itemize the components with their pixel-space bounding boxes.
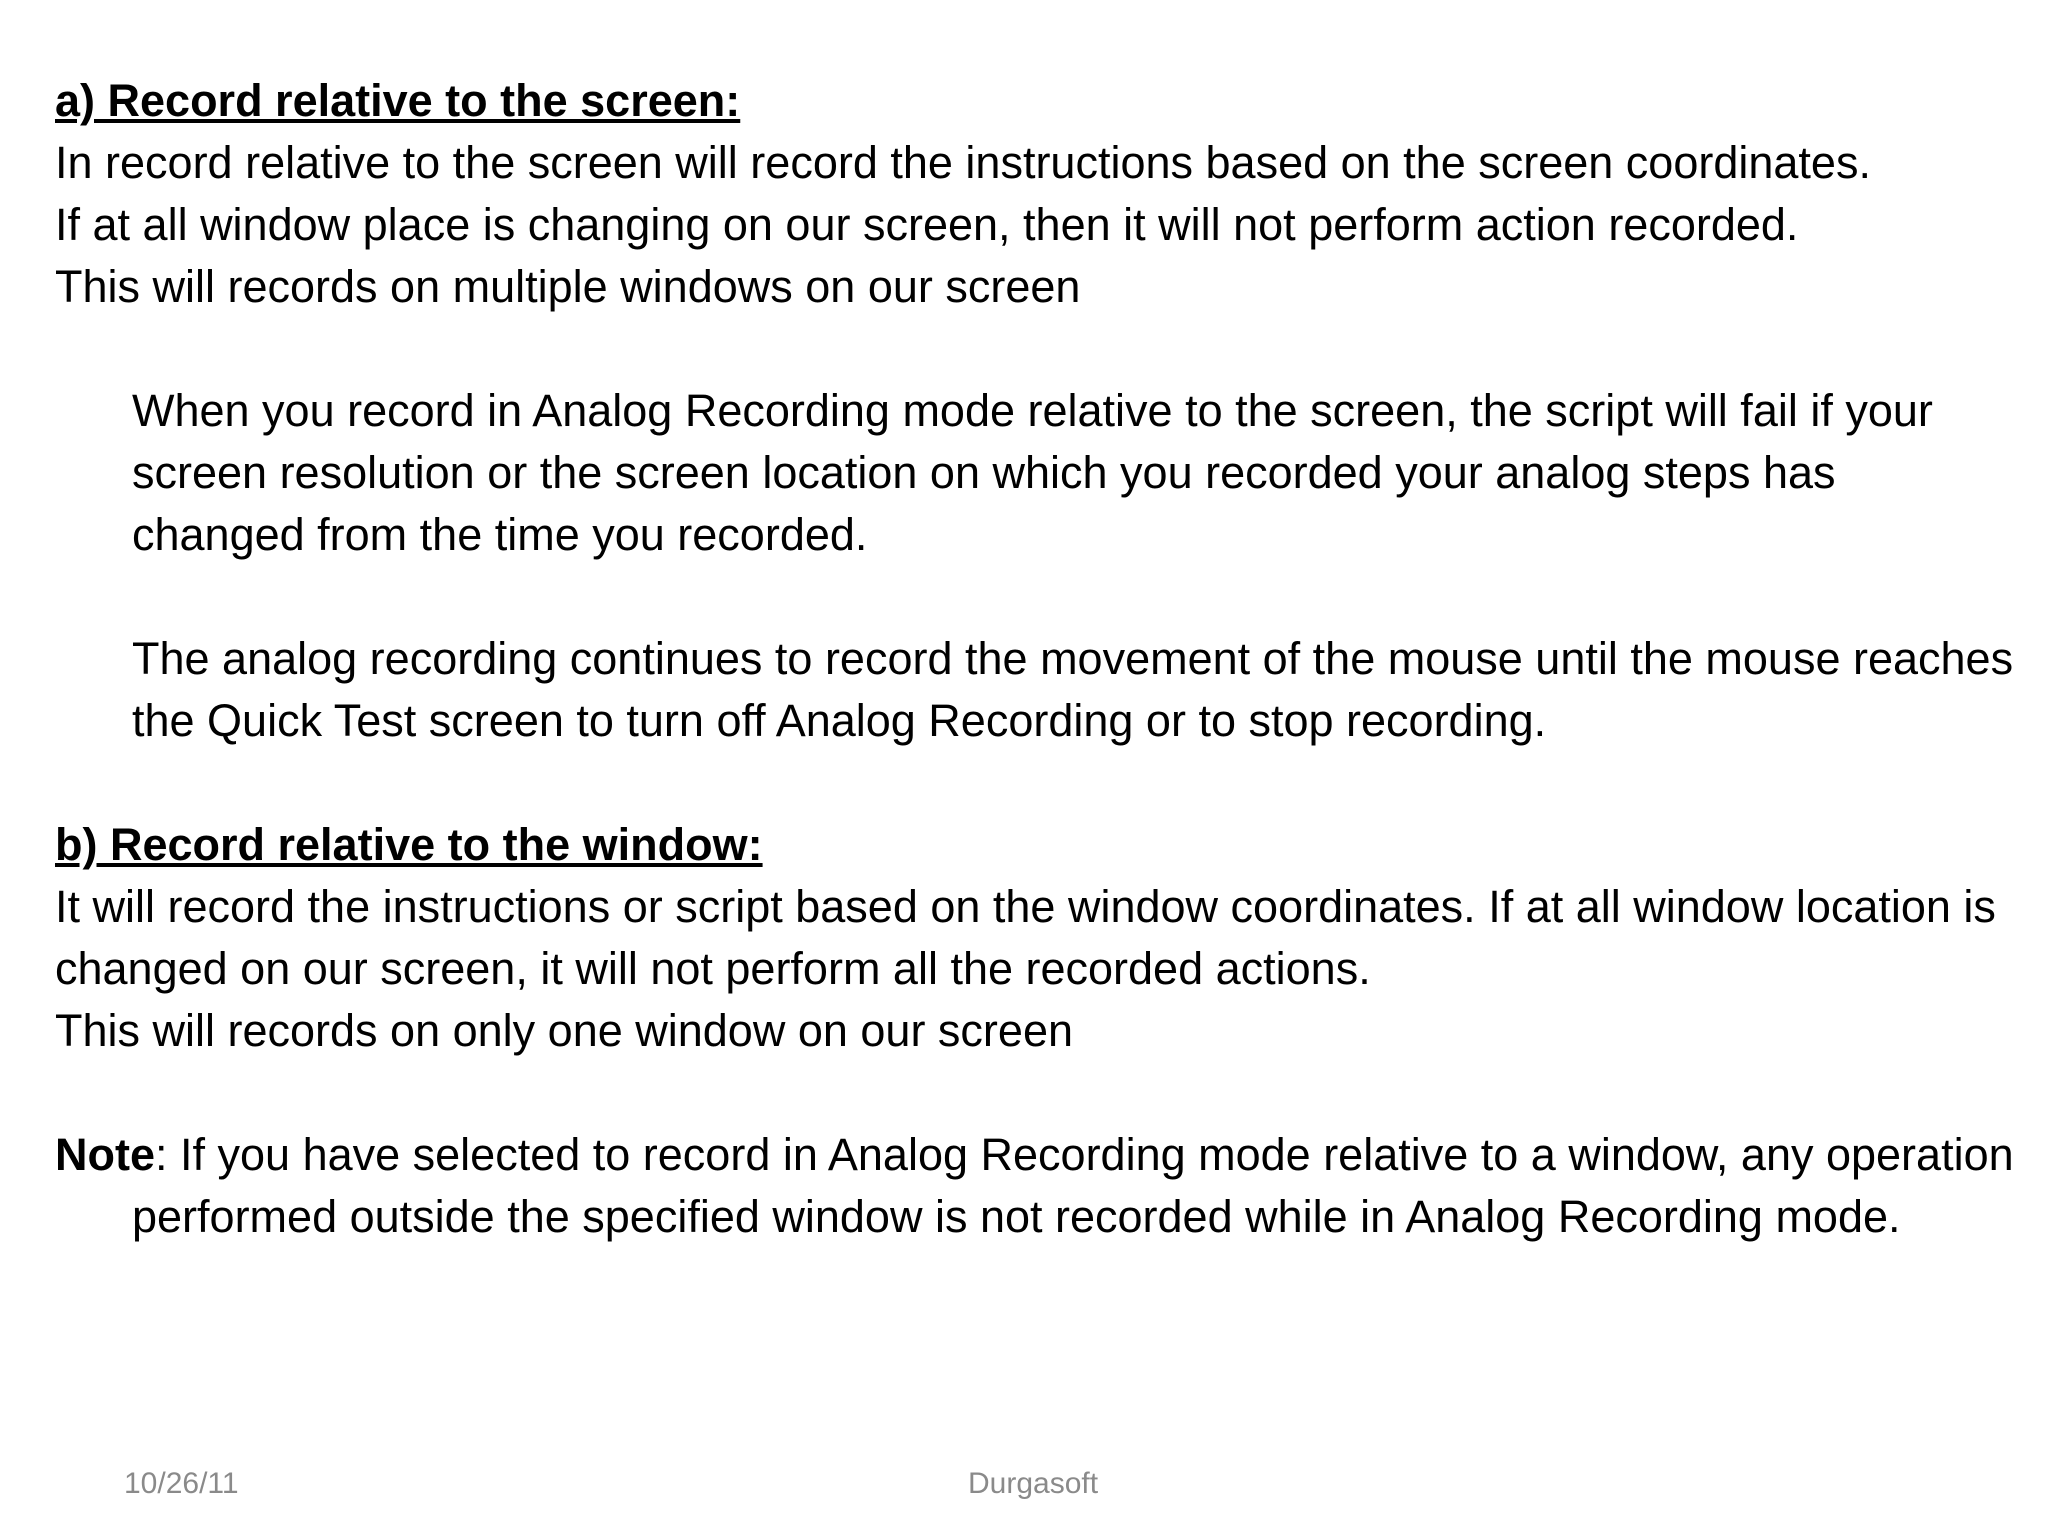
- section-a-indented-paragraph-2: The analog recording continues to record the movement of the mouse until the mouse reaches the Quick Test screen to turn off Analog Recording or to stop recording.: [132, 633, 2014, 746]
- spacer: [55, 1062, 2015, 1124]
- section-a-indented-paragraph-1: When you record in Analog Recording mode relative to the screen, the script will fail if your screen resolution or the screen location on which you recorded your analog steps has changed from the time you recorded.: [132, 385, 1933, 560]
- section-a-paragraph-3: This will records on multiple windows on our screen: [55, 261, 1081, 312]
- section-b-paragraph-1: It will record the instructions or script based on the window coordinates. If at all window location is changed on our screen, it will not perform all the recorded actions.: [55, 881, 1996, 994]
- section-b-heading: b) Record relative to the window:: [55, 819, 763, 870]
- section-a-paragraph-2: If at all window place is changing on our screen, then it will not perform action recorded.: [55, 199, 1799, 250]
- spacer: [55, 566, 2015, 628]
- note-paragraph: [55, 1124, 2015, 1248]
- spacer: [55, 752, 2015, 814]
- spacer: [55, 318, 2015, 380]
- note-text: : If you have selected to record in Analog Recording mode relative to a window, any operation performed outside the specified window is not recorded while in Analog Recording mode.: [132, 1129, 2014, 1242]
- slide-body: [55, 70, 2015, 1248]
- section-a-heading: a) Record relative to the screen:: [55, 75, 741, 126]
- note-label: Note: [55, 1129, 155, 1180]
- section-a-paragraph-1: In record relative to the screen will record the instructions based on the screen coordinates.: [55, 137, 1871, 188]
- footer-date: 10/26/11: [124, 1467, 239, 1500]
- footer-company: Durgasoft: [968, 1467, 1099, 1500]
- section-b-paragraph-2: This will records on only one window on our screen: [55, 1005, 1073, 1056]
